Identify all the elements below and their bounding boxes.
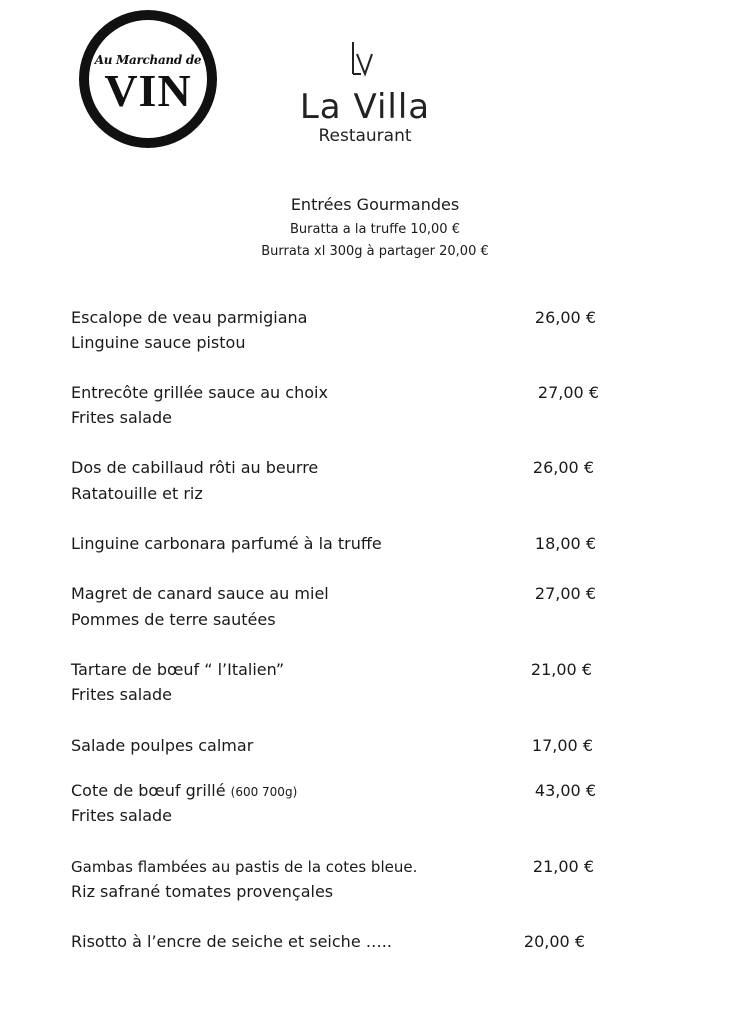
dish-side: Linguine sauce pistou bbox=[71, 333, 246, 352]
dish-price: 18,00 € bbox=[534, 534, 596, 553]
dish-price: 21,00 € bbox=[532, 857, 594, 876]
dish-price: 43,00 € bbox=[534, 781, 596, 800]
dish-price: 20,00 € bbox=[523, 932, 585, 951]
dish-price: 26,00 € bbox=[532, 458, 594, 477]
marchand-logo-script: Au Marchand de bbox=[94, 53, 202, 67]
dish-name: Cote de bœuf grillé bbox=[71, 781, 226, 800]
dish-name: Salade poulpes calmar bbox=[71, 736, 254, 755]
dish-name: Tartare de bœuf “ l’Italien” bbox=[71, 660, 285, 679]
dish-price: 21,00 € bbox=[530, 660, 592, 679]
la-villa-subtitle: Restaurant bbox=[318, 126, 412, 146]
dish-name: Dos de cabillaud rôti au beurre bbox=[71, 458, 319, 477]
entree-item: Burrata xl 300g à partager 20,00 € bbox=[261, 244, 489, 259]
dish-side: Frites salade bbox=[71, 685, 172, 704]
entree-item: Buratta a la truffe 10,00 € bbox=[290, 222, 460, 237]
dish-name: Gambas flambées au pastis de la cotes bleue. bbox=[71, 858, 418, 876]
la-villa-name: La Villa bbox=[299, 87, 431, 127]
dish-name: Risotto à l’encre de seiche et seiche ….. bbox=[71, 932, 392, 951]
marchand-de-vin-logo bbox=[79, 10, 217, 148]
entrees-title: Entrées Gourmandes bbox=[290, 195, 460, 214]
dish-name: Linguine carbonara parfumé à la truffe bbox=[71, 534, 382, 553]
dish-price: 17,00 € bbox=[531, 736, 593, 755]
la-villa-logo bbox=[290, 40, 440, 150]
dish-price: 26,00 € bbox=[534, 308, 596, 327]
dish-side: Frites salade bbox=[71, 408, 172, 427]
dish-name: Entrecôte grillée sauce au choix bbox=[71, 383, 328, 402]
dish-side: Ratatouille et riz bbox=[71, 484, 203, 503]
dish-side: Riz safrané tomates provençales bbox=[71, 882, 334, 901]
lv-monogram-icon bbox=[345, 40, 375, 80]
marchand-logo-vin: VIN bbox=[104, 65, 192, 116]
dish-weight-note: (600 700g) bbox=[230, 785, 298, 799]
dish-side: Pommes de terre sautées bbox=[71, 610, 276, 629]
dish-name: Escalope de veau parmigiana bbox=[71, 308, 308, 327]
dish-price: 27,00 € bbox=[537, 383, 599, 402]
dish-side: Frites salade bbox=[71, 806, 172, 825]
dish-name: Magret de canard sauce au miel bbox=[71, 584, 329, 603]
dish-name-row bbox=[71, 781, 297, 802]
dish-price: 27,00 € bbox=[534, 584, 596, 603]
